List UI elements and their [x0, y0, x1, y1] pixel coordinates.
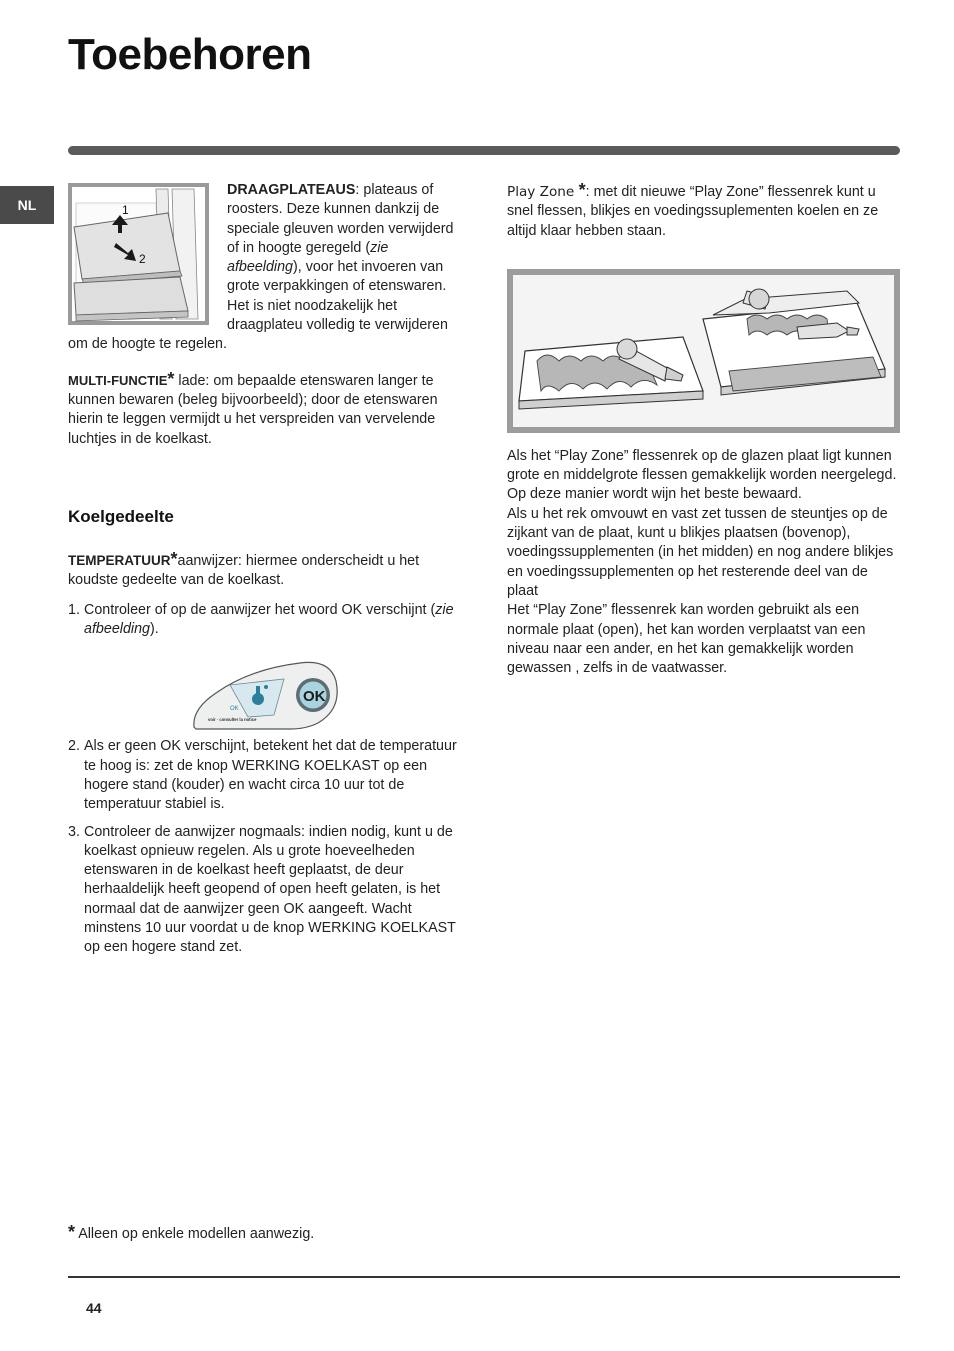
temperatuur-star: * [170, 549, 178, 570]
page-number: 44 [86, 1300, 102, 1316]
playzone-illustration [507, 269, 900, 433]
ok-indicator-illustration [190, 659, 340, 733]
draagplateaus-term: DRAAGPLATEAUS [227, 182, 356, 198]
playzone-paragraph-3: Het “Play Zone” flessenrek kan worden gebruikt als een normale plaat (open), het kan worden verplaatst van een niveau naar een ander, en het kan gemakkelijk worden gewassen , zelfs in de vaatwasser. [507, 602, 866, 677]
step-italic: zie afbeelding [84, 601, 454, 638]
shelf-illustration [68, 183, 209, 325]
playzone-text: : met dit nieuwe “Play Zone” flessenrek kunt u snel flessen, blikjes en voedingssuplementen koelen en ze altijd klaar hebben staan. [507, 184, 879, 239]
step-number: 3. [68, 823, 80, 840]
footnote-star: * [68, 1222, 76, 1242]
playzone-paragraph-2: Als u het rek omvouwt en vast zet tussen de steuntjes op de zijkant van de plaat, kunt u blikjes plaatsen (bovenop), voedingssupplementen (in het midden) en nog andere blikjes en voedingssupplementen op het resterende deel van de plaat [507, 505, 894, 599]
right-column [507, 181, 900, 678]
section-koelgedeelte: Koelgedeelte [68, 506, 174, 526]
page-title: Toebehoren [68, 30, 312, 79]
top-divider [68, 146, 900, 155]
step-text: Als er geen OK verschijnt, betekent het dat de temperatuur te hoog is: zet de knop WERKING KOELKAST op een hogere stand (kouder) en wacht circa 10 uur tot de temperatuur stabiel is. [84, 738, 457, 813]
multifunctie-star: * [167, 368, 175, 389]
ok-indicator-figure [68, 659, 463, 733]
shelf-label-1: 1 [122, 203, 129, 217]
playzone-paragraph [507, 181, 900, 241]
multifunctie-term: MULTI-FUNCTIE [68, 372, 168, 388]
step-text-end: ). [149, 621, 159, 638]
left-column [68, 181, 463, 958]
step-number: 1. [68, 601, 80, 618]
language-tab: NL [0, 186, 54, 224]
step-text: Controleer of op de aanwijzer het woord OK verschijnt ( [84, 601, 436, 618]
ok-caption: voir · consulter la notice [208, 717, 257, 723]
temperatuur-paragraph [68, 550, 463, 591]
playzone-term: Play Zone [507, 184, 579, 200]
step-text: Controleer de aanwijzer nogmaals: indien nodig, kunt u de koelkast opnieuw regelen. Als u grote hoeveelheden etenswaren in de koelkast heeft geplaatst, de deur herhaaldelijk heeft geopend of open heeft gelaten, is het normaal dat de aanwijzer geen OK aangeeft. Wacht minstens 10 uur voordat u de knop WERKING KOELKAST op een hogere stand zet. [84, 823, 456, 956]
footnote [68, 1222, 314, 1243]
draagplateaus-text-2: ), voor het invoeren van grote verpakkingen of etenswaren. Het is niet noodzakelijk het draagplateu volledig te verwijderen om de hoogte te regelen. [68, 259, 448, 353]
multifunctie-paragraph [68, 370, 463, 449]
shelf-label-2: 2 [139, 252, 146, 266]
step-number: 2. [68, 738, 80, 755]
step-item-1 [68, 601, 463, 640]
bottom-divider [68, 1276, 900, 1278]
footnote-text: Alleen op enkele modellen aanwezig. [75, 1226, 315, 1242]
draagplateaus-text-1: : plateaus of roosters. Deze kunnen dankzij de speciale gleuven worden verwijderd of in hoogte geregeld ( [227, 182, 454, 256]
step-item-3 [68, 823, 463, 958]
multifunctie-text: lade: om bepaalde etenswaren langer te kunnen bewaren (beleg bijvoorbeeld); door de etenswaren hierin te leggen vermijdt u het verspreiden van vervelende luchtjes in de koelkast. [68, 372, 438, 447]
temperatuur-text: aanwijzer: hiermee onderscheidt u het koudste gedeelte van de koelkast. [68, 553, 420, 589]
ok-badge-text: OK [303, 688, 326, 706]
temperatuur-term: TEMPERATUUR [68, 553, 171, 569]
playzone-star: * [578, 180, 586, 200]
ok-small-label: OK [230, 706, 239, 713]
draagplateaus-italic: zie afbeelding [227, 239, 389, 276]
step-item-2 [68, 737, 463, 814]
playzone-paragraph-1: Als het “Play Zone” flessenrek op de glazen plaat ligt kunnen grote en middelgrote flessen gemakkelijk worden neergelegd. Op deze manier wordt wijn het beste bewaard. [507, 447, 897, 503]
steps-list [68, 601, 463, 958]
